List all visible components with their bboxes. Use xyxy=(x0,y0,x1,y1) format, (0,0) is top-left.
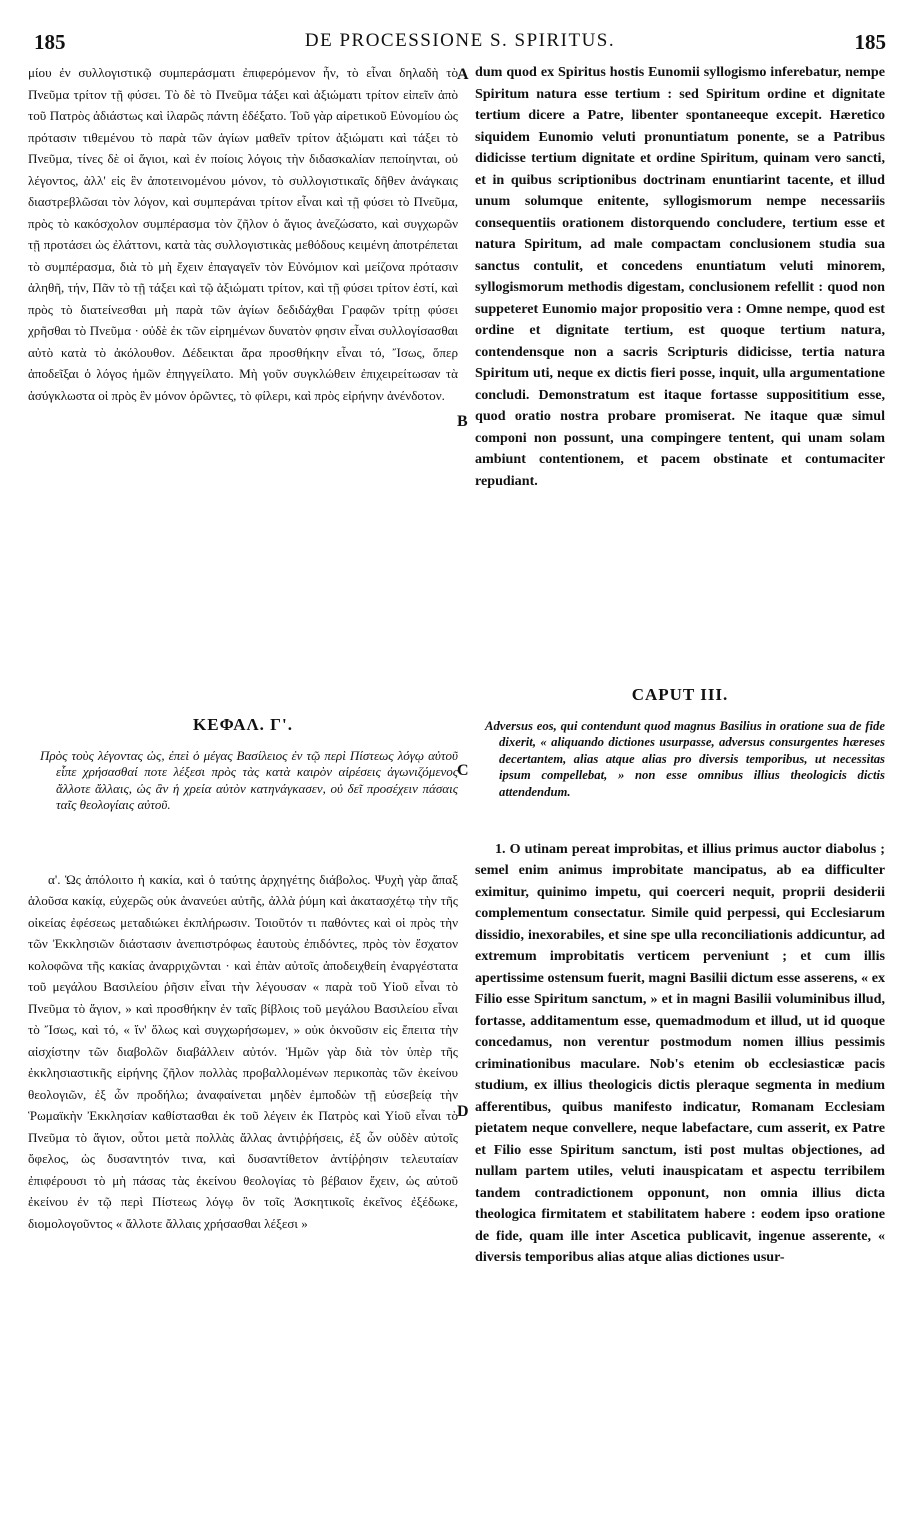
greek-text: μίου ἐν συλλογιστικῷ συμπεράσματι ἐπιφερόμενον ἦν, τὸ εἶναι δηλαδὴ τὸ Πνεῦμα τρίτον τῇ φύσει. Τὸ δὲ τὸ Πνεῦμα τάξει καὶ ἀξιώματι τρίτον εἰπεῖν ἀπὸ τοῦ Πατρὸς ἀδιάστως καὶ ἱλαρῶς πάντη ἐδέξατο. Τοῦ γὰρ αἱρετικοῦ Εὐνομίου ὡς πρότασιν τιθεμένου τὸ παρὰ τῶν ἁγίων μαθεῖν τρίτον ἀξιώματι καὶ τάξει τὸ Πνεῦμα, τίνες δὲ οἱ ἅγιοι, καὶ ἐν ποίοις λόγοις τὴν διδασκαλίαν πεποίηνται, οὐ λέγοντος, ἀλλ' εἰς ἓν ἀποτεινομένου μόνον, τὸ συλλογιστικαῖς δῆθεν ἀνάγκαις διαστρεβλῶσαι τὸν λόγον, καὶ συμπεράναι τρίτον εἶναι καὶ τῇ φύσει τὸ Πνεῦμα, πρὸς τὸ κακόσχολον συμπέρασμα τὸν ζῆλον ὁ ἅγιος ἀνεζώσατο, καὶ συγχωρῶν τῇ προτάσει ὡς ἐλάττονι, κατὰ τὰς συλλογιστικὰς μεθόδους κειμένη ἀποτρέπεται τὸ συμπέρασμα, διὰ τὸ μὴ ἔχειν ἐπαγαγεῖν τὸν Εὐνόμιον καὶ μείζονα πρότασιν ἀληθῆ, τήν, Πᾶν τὸ τῇ τάξει καὶ τῷ ἀξιώματι τρίτον, καὶ τῇ φύσει τρίτον ἐστί, καὶ πρὸς τὸ διατείνεσθαι μὴ παρὰ τῶν ἁγίων δεδιδάχθαι Γραφῶν τρίτῃ φύσει χρῆσθαι τὸ Πνεῦμα · οὐδὲ ἐκ τῶν εἰρημένων δυνατὸν φησιν εἶναι συλλογίσασθαι αὐτὸ κατὰ τὸ ἀκόλουθον. Δέδεικται ἄρα προσθήκην εἶναι τό, Ἴσως, ὅπερ ἀποδεῖξαι ὁ λόγος ἡμῶν ἐπηγγείλατο. Μὴ γοῦν συγκλώθειν ἐπιχειρείτωσαν τὰ ἀσύγκλωστα οἱ πρὸς ἓν μόνον ὁρῶντες, τὸ φίλερι, καὶ πρὸς εἰρήνην ἀνένδοτον. xyxy=(28,65,458,403)
margin-mark-b: B xyxy=(457,413,468,430)
running-title: DE PROCESSIONE S. SPIRITUS. xyxy=(304,30,616,51)
latin-text: dum quod ex Spiritus hostis Eunomii syllogismo inferebatur, nempe Spiritum natura esse tertium : sed Spiritum ordine et dignitate tertium dicere a Patre, libenter spontaneeque excepit. Hæretico siquidem Eunomio veluti pronuntiatum ponente, se a Patribus didicisse tertium dignitate et ordine Spiritum, quinam vero sancti, et in quibus scriptionibus doctrinam enuntiarint tacente, et illud unum solumque enitente, syllogismorum nempe necessariis consequentiis orationem distorquendo concludere, tertium esse et natura Spiritum, ad male compactam conclusionem studia sua sanctus contulit, et concedens enuntiatum veluti minorem, syllogismorum methodis digestam, conclusionem refellit : quod non suppeteret Eunomio major propositio vera : Omne nempe, quod est ordine et dignitate tertium, est quoque tertium natura, contendensque non a sacris Scripturis didicisse, tertia natura Spiritum uti, neque ex dictis fieri posse, inquit, ulla argumentatione concludi. Demonstratum est itaque fortasse supposititium esse, quod oratio nostra probare promiserat. Ne itaque quæ simul componi non possunt, una compingere tentent, qui unam solam ambiunt contentionem, et pacem obstinate et contumaciter repudiant. xyxy=(475,64,885,489)
running-header xyxy=(34,30,886,56)
latin-section-1: 1. O utinam pereat improbitas, et illius primus auctor diabolus ; semel enim animus improbitate mancipatus, ab ea difficulter eximitur, quinimo impetu, qui coerceri nequit, proprii desiderii complementum consectatur. Simile quid perpessi, qui Ecclesiarum dissidio, inexorabiles, et sine spe ulla reconciliationis addicuntur, ad extremum improbitatis verticem perveniunt ; et cum illis apertissime ostensum fuerit, magni Basilii dictum esse asserens, « ex Filio esse Spiritum sanctum, » et in magni Basilii voluminibus illud, fortasse, additamentum esse, quemadmodum et illud, ut id quoque concedamus, non verentur postmodum nomen illius pessimis criminationibus maculare. Nob's etenim ob ecclesiasticæ pacis studium, ex illius theologicis dictis pleraque segmenta in medium afferentibus, quibus manifesto indicatur, Romanam Ecclesiam pietatem neque convellere, neque labefactare, cum asserit, ex Patre et Filio esse Spiritum sanctum, isti post multas objectiones, ad nullam partem utiles, veluti inauspicatam et aspectu terribilem tandem contradictionem opponunt, non omnia illius dicta theologica firmitatem et stabilitatem habere : eodem ipso oratione de fide, quam ille inter Ascetica publicavit, ingenue asserente, « diversis temporibus alias atque alias dictiones usur- xyxy=(475,840,885,1265)
page-number-right: 185 xyxy=(854,30,886,54)
margin-mark-d: D xyxy=(457,1103,469,1120)
greek-section-1: α'. Ὡς ἀπόλοιτο ἡ κακία, καὶ ὁ ταύτης ἀρχηγέτης διάβολος. Ψυχὴ γὰρ ἅπαξ ἁλοῦσα κακίᾳ, εὐχερῶς οὐκ ἀνανεύει αὐτῆς, ἀλλὰ ῥύμη καὶ ἀκατασχέτῳ τὴν τῆς οἰκείας ἐφέσεως μεταδιώκει ἐκπλήρωσιν. Τοιοῦτόν τι παθόντες καὶ οἱ πρὸς τὴν τῶν Ἐκκλησιῶν διάστασιν ἀνεπιστρόφως ἑαυτοὺς ἐπιδόντες, πρὸς τὸν ἔσχατον κολοφῶνα τῆς κακίας ἀναρριχῶνται · καὶ ἐπὰν αὐτοῖς ἀποδειχθείη ἐναργέστατα τοῦ μεγάλου Βασιλείου ῥῆσιν εἶναι τὴν λέγουσαν « παρὰ τοῦ Υἱοῦ εἶναι τὸ Πνεῦμα τὸ ἅγιον, » καὶ προσθήκην ἐν ταῖς βίβλοις τοῦ μεγάλου Βασιλείου εἶναι τὸ Ἴσως, καὶ τό, « ἵν' ὅλως καὶ συγχωρήσωμεν, » οὐκ ὀκνοῦσιν εἰς ἔπειτα τὴν αἰσχίστην τῶν διαβολῶν διαβάλλειν αὐτόν. Ἡμῶν γὰρ διὰ τὸν ὑπὲρ τῆς ἐκκλησιαστικῆς εἰρήνης ζῆλον πολλὰς προβαλλομένων περικοπὰς τῶν ἐκείνου θεολογιῶν, ἐξ ὧν προδήλω; ἀναφαίνεται μηδὲν ἐμποδὼν τῇ εὐσεβείᾳ τὴν Ῥωμαϊκὴν Ἐκκλησίαν καθίστασθαι ἐκ τοῦ λέγειν ἐκ Πατρὸς καὶ Υἱοῦ εἶναι τὸ Πνεῦμα τὸ ἅγιον, οὗτοι μετὰ πολλὰς ἄλλας ἀντιῤῥήσεις, ἐξ ὧν οὐδὲν αὐτοῖς ὄφελος, ὡς δυσαντητόν τινα, καὶ δυσαντίθετον ἀντίῤῥησιν τελευταίαν ἐπιφέρουσι τὸ μὴ πάσας τὰς ἐκείνου θεολογίας τὸ βέβαιον ἔχειν, ὡς αὐτοῦ ἐκείνου ἐν τῷ περὶ Πίστεως λόγῳ ὃν τοῖς Ἀσκητικοῖς ἐκεῖνος ἐξέδωκε, διομολογοῦντος « ἄλλοτε ἄλλαις χρήσασθαι λέξεσι » xyxy=(28,871,458,1231)
page-number-left: 185 xyxy=(34,30,66,54)
greek-column xyxy=(28,62,458,1234)
latin-column xyxy=(475,62,885,1269)
latin-chapter-heading: CAPUT III. xyxy=(631,685,729,704)
margin-mark-c: C xyxy=(457,762,469,779)
latin-chapter-summary: Adversus eos, qui contendunt quod magnus Basilius in oratione sua de fide dixerit, « aliquando dictiones usurpasse, adversus consurgentes hæreses decertantem, alias atque alias pro diversis temporibus, ut necessitas ipsum compellebat, » non esse omnibus illius theologicis dictis attendendum. xyxy=(485,718,885,799)
margin-mark-a: A xyxy=(457,66,469,83)
greek-chapter-summary: Πρὸς τοὺς λέγοντας ὡς, ἐπεὶ ὁ μέγας Βασίλειος ἐν τῷ περὶ Πίστεως λόγῳ αὐτοῦ εἶπε χρήσασθαί ποτε λέξεσι πρὸς τὰς κατὰ καιρὸν αἱρέσεις ἀγωνιζόμενος ἄλλοτε ἄλλαις, ὡς ἂν ἡ χρεία αὐτὸν κατηνάγκασεν, οὐ δεῖ προσέχειν πάσαις ταῖς θεολογίαις αὐτοῦ. xyxy=(40,747,458,812)
greek-chapter-heading: ΚΕΦΑΛ. Γ'. xyxy=(193,715,293,734)
